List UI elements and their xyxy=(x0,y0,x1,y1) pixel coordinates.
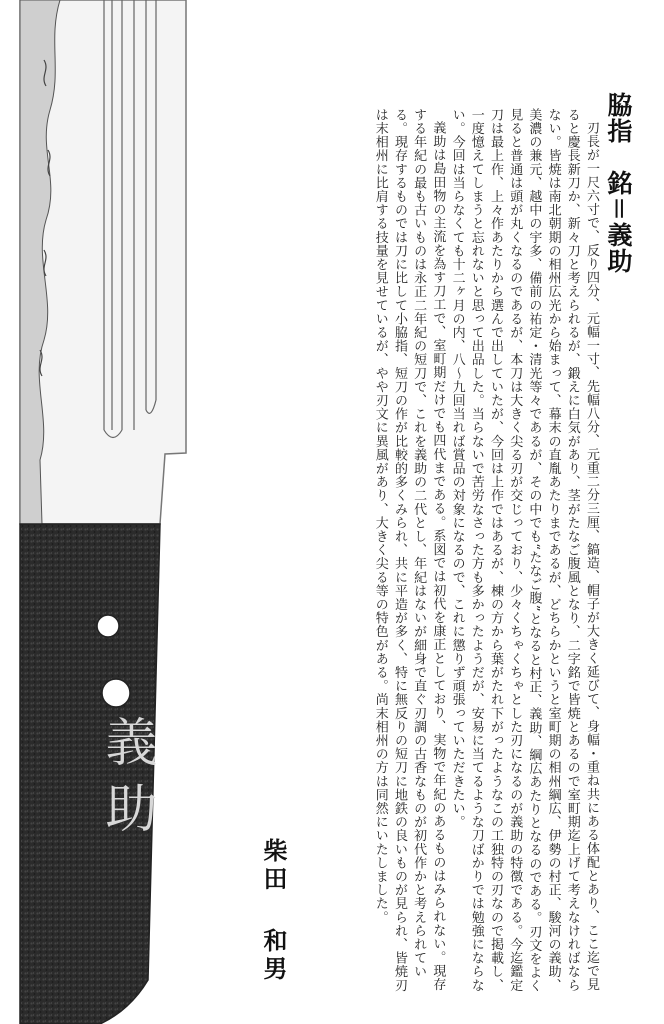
author-name xyxy=(256,838,291,998)
author-given-name: 和男 xyxy=(259,928,287,984)
title-type: 脇指 xyxy=(604,92,633,144)
tang-signature: 義助 xyxy=(96,715,156,847)
peg-hole xyxy=(97,615,119,637)
peg-hole xyxy=(102,679,130,707)
title-signature: 銘＝義助 xyxy=(604,170,633,275)
body-paragraph: 義助は島田物の主流を為す刀工で、室町期だけでも四代まである。系図では初代を康正としており、実物で年紀のあるものはみられない。現存する年紀の最も古いものは永正二年紀の短刀で、これを義助の二代とし、年紀はないが細身で直ぐ刃調の古香なものが初代作かと考えられている。現存するものでは刀に比して小脇指、短刀の作が比較的多くみられ、共に平造が多く、特に無反りの短刀に地鉄の良いものが見られ、皆焼刃は末相州に比肩する技量を見せているが、やや刃文に異風があり、大きく尖る等の特色がある。尚末相州の方は同然にいたしました。 xyxy=(372,108,446,992)
sword-blade-illustration xyxy=(0,0,300,1024)
author-surname: 柴田 xyxy=(259,838,287,894)
article-body xyxy=(291,108,601,1000)
body-paragraph: 刃長が一尺六寸で、反り四分、元幅一寸、先幅八分、元重二分三厘、鎬造、帽子が大きく延びて、身幅・重ね共にある体配とあり、ここ迄で見ると慶長新刀か、新々刀と考えられるが、鍛えに白気があり、茎がたなご腹風となり、二字銘で皆焼とあるので室町期迄上げて考えなければならない。皆焼は南北朝期の相州広光から始まって、幕末の直胤あたりまであるが、どちらかというと室町期の相州綱広、伊勢の村正、駿河の義助、美濃の兼元、越中の宇多、備前の祐定・清光等々であるが、その中でも“たなご腹”となると村正、義助、綱広あたりとなるのである。刃文をよく見ると普通は頭が丸くなるのであるが、本刀は大きく尖る刃が交じっており、少々くちゃくちゃとした刃になるのが義助の特徴である。今迄鑑定刀は最上作、上々作あたりから選んで出していたが、今回は上作ではあるが、棟の方から葉がたれ下がったようなこの工独特の刃なので掲載し、一度憶えてしまうと忘れないと思って出品した。当らないで苦労なさった方も多かったようだが、安易に当てるような刀ばかりでは勉強にならない。今回は当らなくても十二ヶ月の内、八～九回当れば賞品の対象になるので、これに懲りず頑張っていただきたい。 xyxy=(449,108,599,993)
article-title xyxy=(600,92,636,292)
